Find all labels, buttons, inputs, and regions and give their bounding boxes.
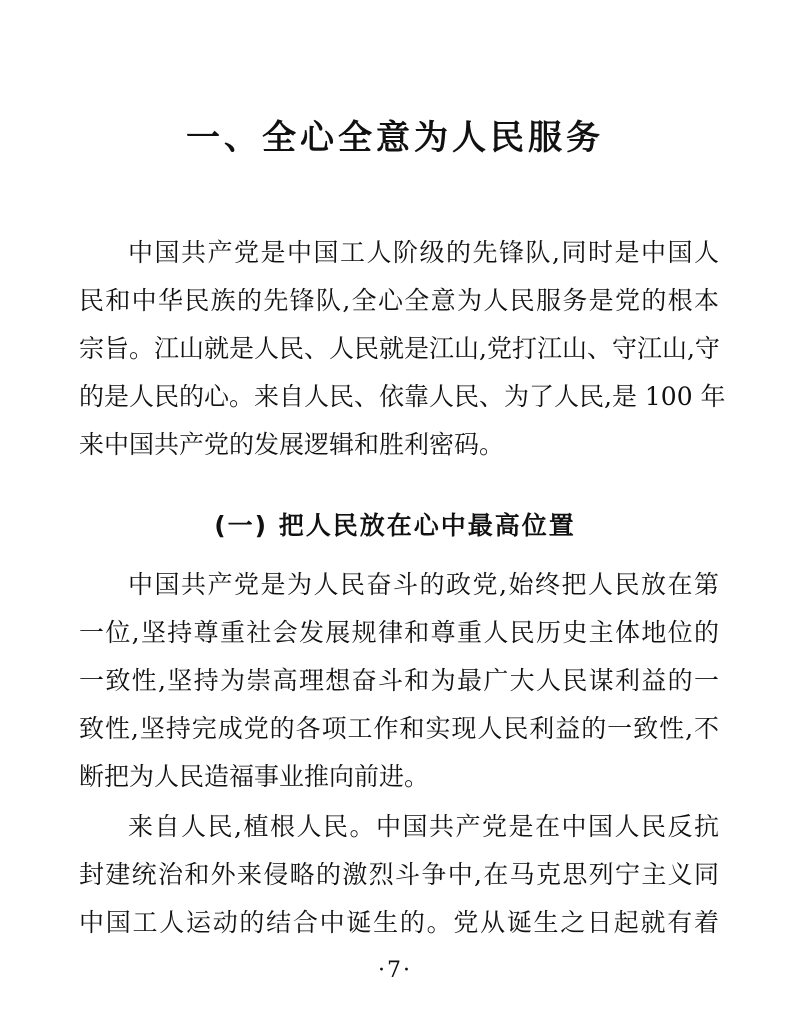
paragraph-1-line: 民和中华民族的先锋队,全心全意为人民服务是党的根本 xyxy=(79,286,719,315)
paragraph-2-line: 断把为人民造福事业推向前进。 xyxy=(79,762,430,791)
paragraph-3-line: 中国工人运动的结合中诞生的。党从诞生之日起就有着 xyxy=(79,908,719,937)
page-number: ·7· xyxy=(378,958,412,983)
paragraph-1-line: 来中国共产党的发展逻辑和胜利密码。 xyxy=(79,430,505,459)
paragraph-1-line: 中国共产党是中国工人阶级的先锋队,同时是中国人 xyxy=(128,238,719,267)
chapter-title: 一、全心全意为人民服务 xyxy=(186,118,604,158)
paragraph-2-line: 一致性,坚持为崇高理想奋斗和为最广大人民谋利益的一 xyxy=(79,666,719,695)
paragraph-3-line: 封建统治和外来侵略的激烈斗争中,在马克思列宁主义同 xyxy=(79,860,719,889)
paragraph-1-line: 的是人民的心。来自人民、依靠人民、为了人民,是 100 年 xyxy=(79,382,726,411)
paragraph-2-line: 一位,坚持尊重社会发展规律和尊重人民历史主体地位的 xyxy=(79,618,719,647)
paragraph-2-line: 致性,坚持完成党的各项工作和实现人民利益的一致性,不 xyxy=(79,714,719,743)
paragraph-3-line: 来自人民,植根人民。中国共产党是在中国人民反抗 xyxy=(128,812,719,841)
section-title: (一) 把人民放在心中最高位置 xyxy=(214,511,576,540)
paragraph-1-line: 宗旨。江山就是人民、人民就是江山,党打江山、守江山,守 xyxy=(79,334,720,363)
paragraph-2-line: 中国共产党是为人民奋斗的政党,始终把人民放在第 xyxy=(128,570,719,599)
